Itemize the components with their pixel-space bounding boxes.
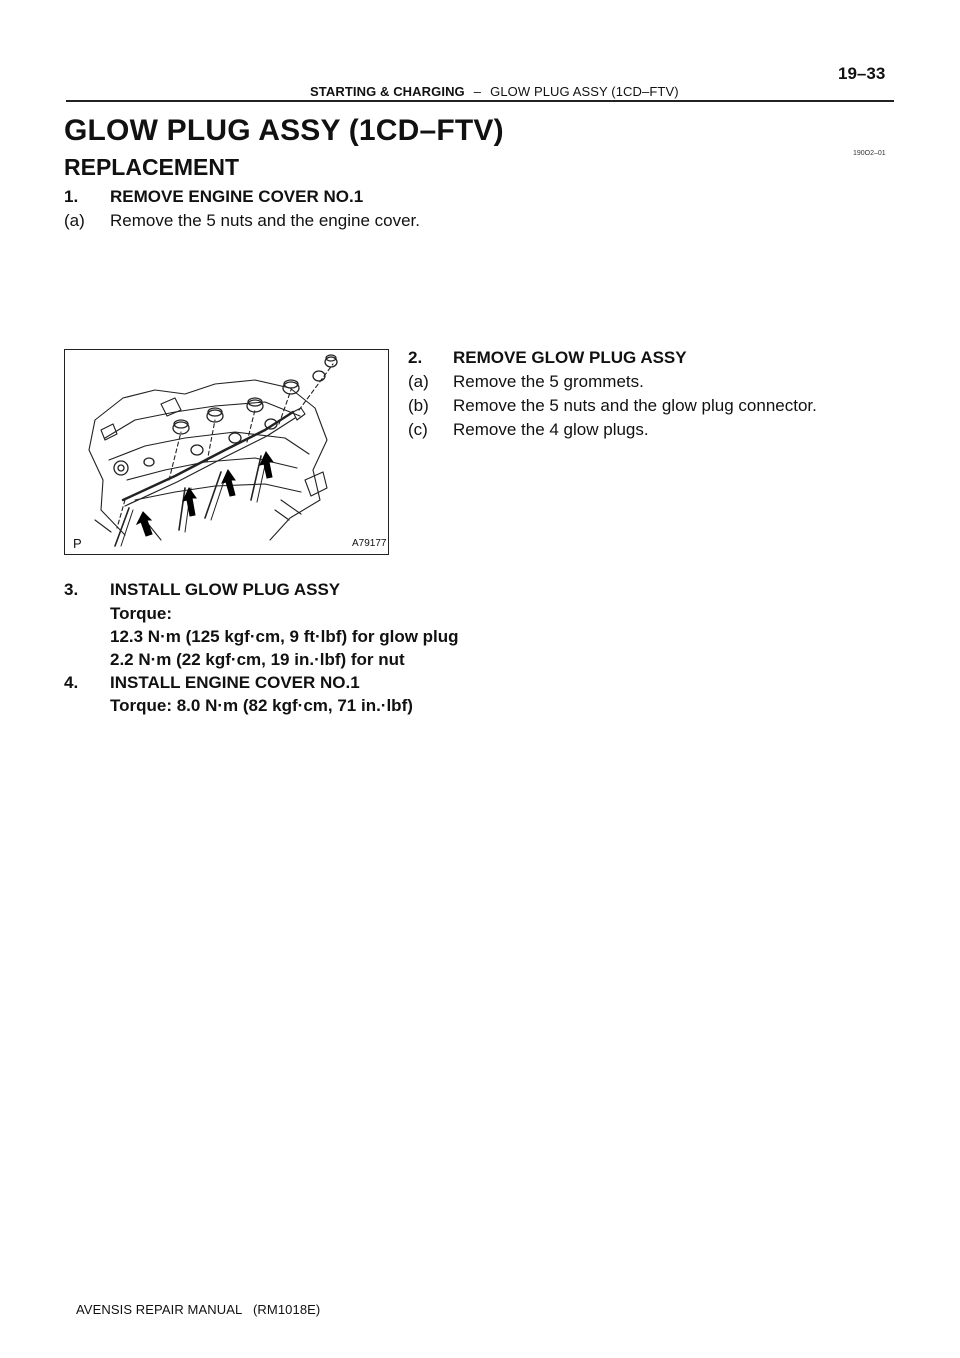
- page-title: GLOW PLUG ASSY (1CD–FTV): [64, 114, 504, 147]
- step-1a-text: Remove the 5 nuts and the engine cover.: [110, 211, 420, 230]
- step-2a-label: (a): [408, 372, 429, 391]
- step-1-number: 1.: [64, 187, 79, 206]
- step-4-torque: Torque: 8.0 N·m (82 kgf·cm, 71 in.·lbf): [110, 696, 413, 715]
- step-3-title: INSTALL GLOW PLUG ASSY: [110, 580, 341, 599]
- step-3-number: 3.: [64, 580, 79, 599]
- step-2c-label: (c): [408, 420, 428, 439]
- header-rule: [66, 100, 894, 102]
- engine-illustration: [65, 350, 390, 556]
- header-section: STARTING & CHARGING: [310, 84, 465, 99]
- step-1-title: REMOVE ENGINE COVER NO.1: [110, 187, 364, 206]
- step-2b-text: Remove the 5 nuts and the glow plug connector.: [453, 396, 817, 415]
- running-header: [310, 84, 679, 99]
- header-subsection: GLOW PLUG ASSY (1CD–FTV): [490, 84, 679, 99]
- step-1a-label: (a): [64, 211, 85, 230]
- step-3-torque-glow-plug: 12.3 N·m (125 kgf·cm, 9 ft·lbf) for glow plug: [110, 627, 459, 646]
- glow-plug-figure: [64, 349, 389, 555]
- figure-corner-label: P: [73, 536, 82, 551]
- step-2c-text: Remove the 4 glow plugs.: [453, 420, 649, 439]
- header-separator: –: [473, 84, 482, 99]
- step-3-torque-label: Torque:: [110, 604, 173, 623]
- section-subtitle: REPLACEMENT: [64, 154, 240, 180]
- figure-code: A79177: [352, 538, 387, 549]
- page-footer: AVENSIS REPAIR MANUAL (RM1018E): [76, 1302, 321, 1317]
- step-3-torque-nut: 2.2 N·m (22 kgf·cm, 19 in.·lbf) for nut: [110, 650, 405, 669]
- step-2-title: REMOVE GLOW PLUG ASSY: [453, 348, 687, 367]
- document-id: 190O2–01: [853, 150, 886, 157]
- step-2-number: 2.: [408, 348, 423, 367]
- step-2b-label: (b): [408, 396, 429, 415]
- step-4-number: 4.: [64, 673, 79, 692]
- step-2a-text: Remove the 5 grommets.: [453, 372, 644, 391]
- page-number: 19–33: [838, 64, 886, 83]
- step-4-title: INSTALL ENGINE COVER NO.1: [110, 673, 360, 692]
